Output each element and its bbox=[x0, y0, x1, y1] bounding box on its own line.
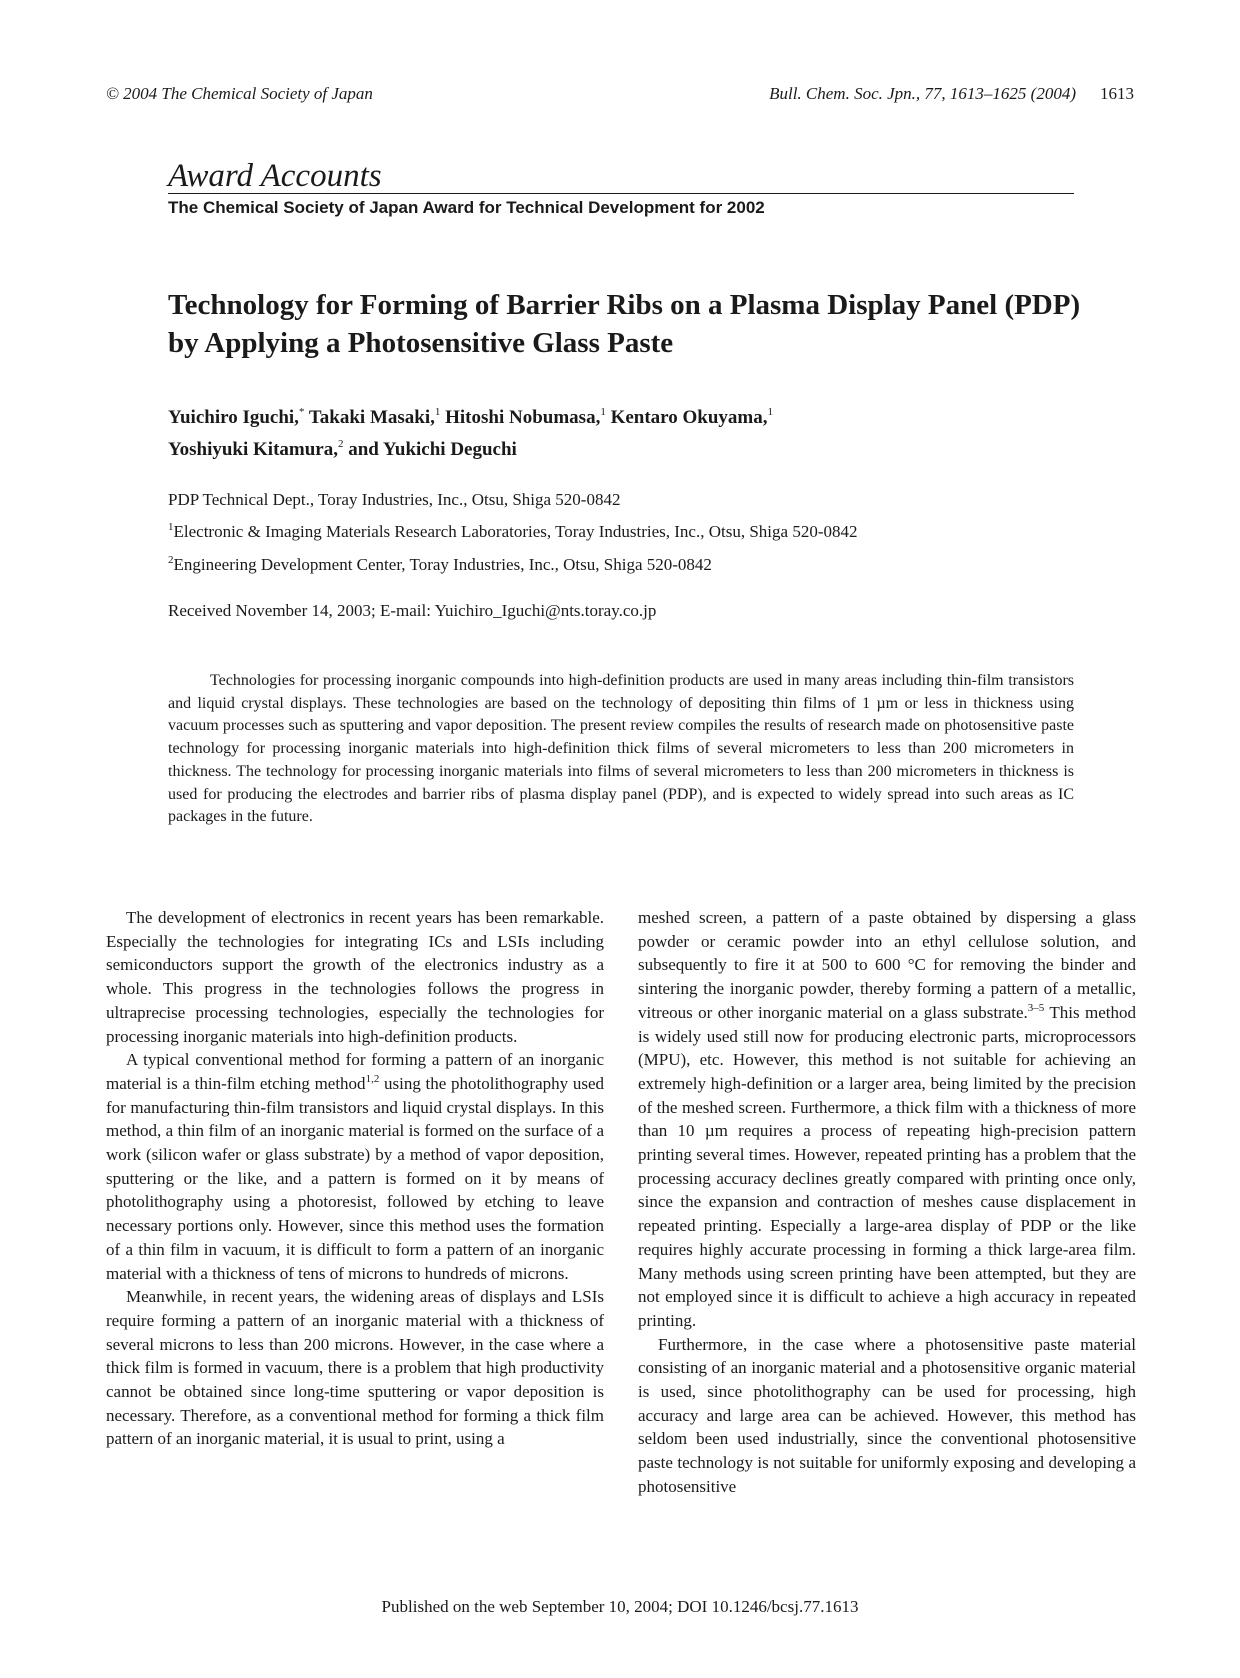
author: Hitoshi Nobumasa, bbox=[445, 407, 601, 428]
paragraph-text: A typical conventional method for forming a pattern of an inorganic material is a thin-film etching method bbox=[106, 1050, 604, 1093]
paragraph-text: This method is widely used still now for producing electronic parts, microprocessors (MPU), etc. However, this method is not suitable for achieving an extremely high-definition or a larger area, being limited by the precision of the meshed screen. Furthermore, a thick film with a thickness of more than 10 µm requires a process of repeating high-precision pattern printing several times. However, repeated printing has a problem that the processing accuracy declines greatly compared with printing once only, since the expansion and contraction of meshes cause displacement in repeated printing. Especially a large-area display of PDP or the like requires highly accurate processing in forming a thick large-area film. Many methods using screen printing have been attempted, but they are not employed since it is difficult to achieve a high accuracy in repeated printing. bbox=[638, 1002, 1136, 1330]
author: Yoshiyuki Kitamura, bbox=[168, 439, 338, 460]
author-mark: 1 bbox=[767, 406, 774, 418]
affiliation bbox=[168, 522, 857, 542]
body-paragraph bbox=[106, 1048, 604, 1285]
citation-ref: 3–5 bbox=[1027, 1001, 1045, 1014]
abstract: Technologies for processing inorganic compounds into high-definition products are used in many areas including thin-film transistors and liquid crystal displays. These technologies are based on the technology of depositing thin films of 1 µm or less in thickness using vacuum processes such as sputtering and vapor deposition. The present review compiles the results of research made on photosensitive paste technology for processing inorganic materials into high-definition thick films of several micrometers to less than 200 micrometers in thickness. The technology for processing inorganic materials into films of several micrometers to less than 200 micrometers in thickness is used for producing the electrodes and barrier ribs of plasma display panel (PDP), and is expected to widely spread into such areas as IC packages in the future. bbox=[168, 672, 1074, 826]
author: Kentaro Okuyama, bbox=[610, 407, 768, 428]
running-header-citation bbox=[769, 84, 1134, 104]
body-paragraph: Meanwhile, in recent years, the widening areas of displays and LSIs require forming a pattern of an inorganic material with a thickness of several microns to less than 200 microns. However, in the case where a thick film is formed in vacuum, there is a problem that high productivity cannot be obtained since long-time sputtering or vapor deposition is necessary. Therefore, as a conventional method for forming a thick film pattern of an inorganic material, it is usual to print, using a bbox=[106, 1287, 604, 1449]
author-list bbox=[168, 402, 1068, 466]
affiliation-mark: 2 bbox=[168, 554, 174, 566]
affiliation bbox=[168, 490, 620, 510]
author-mark: 1 bbox=[600, 406, 606, 418]
citation: Bull. Chem. Soc. Jpn., 77, 1613–1625 (2004) bbox=[769, 84, 1076, 103]
section-rule bbox=[168, 193, 1074, 194]
body-paragraph: Furthermore, in the case where a photosensitive paste material consisting of an inorganic material and a photosensitive organic material is used, since photolithography can be used for processing, high accuracy and large area can be achieved. However, this method has seldom been used industrially, since the conventional photosensitive paste technology is not suitable for uniformly exposing and developing a photosensitive bbox=[638, 1334, 1136, 1496]
author-mark: 2 bbox=[337, 438, 344, 450]
author-mark: * bbox=[298, 406, 305, 418]
affiliation bbox=[168, 555, 712, 575]
author: and Yukichi Deguchi bbox=[348, 439, 517, 460]
page-number: 1613 bbox=[1100, 84, 1134, 103]
citation-ref: 1,2 bbox=[365, 1072, 380, 1085]
body-paragraph: The development of electronics in recent years has been remarkable. Especially the technologies for integrating ICs and LSIs including semiconductors support the growth of the electronics industry as a whole. This progress in the technologies follows the progress in ultraprecise processing technologies, especially the technologies for processing inorganic materials into high-definition products. bbox=[106, 908, 604, 1046]
affiliation-text: PDP Technical Dept., Toray Industries, Inc., Otsu, Shiga 520-0842 bbox=[168, 490, 621, 509]
received-email: Received November 14, 2003; E-mail: Yuichiro_Iguchi@nts.toray.co.jp bbox=[168, 601, 657, 620]
affiliation-text: Electronic & Imaging Materials Research Laboratories, Toray Industries, Inc., Otsu, Shiga 520-0842 bbox=[173, 522, 858, 541]
section-label: Award Accounts bbox=[168, 158, 382, 194]
paragraph-text: meshed screen, a pattern of a paste obtained by dispersing a glass powder or ceramic powder into an ethyl cellulose solution, and subsequently to fire it at 500 to 600 °C for removing the binder and sintering the inorganic powder, thereby forming a pattern of a metallic, vitreous or other inorganic material on a glass substrate. bbox=[638, 908, 1136, 1022]
body-column-right bbox=[638, 906, 1136, 1499]
paragraph-text: using the photolithography used for manufacturing thin-film transistors and liquid crystal displays. In this method, a thin film of an inorganic material is formed on the surface of a work (silicon wafer or glass substrate) by a method of vapor deposition, sputtering or the like, and a pattern is formed on it by means of photolithography using a photoresist, followed by etching to leave necessary portions only. However, since this method uses the formation of a thin film in vacuum, it is difficult to form a pattern of an inorganic material with a thickness of tens of microns to hundreds of microns. bbox=[106, 1073, 604, 1283]
author: Yuichiro Iguchi, bbox=[168, 407, 299, 428]
author-mark: 1 bbox=[434, 406, 441, 418]
page-footer: Published on the web September 10, 2004; DOI 10.1246/bcsj.77.1613 bbox=[381, 1597, 859, 1616]
body-column-left bbox=[106, 906, 604, 1451]
article-title: Technology for Forming of Barrier Ribs on a Plasma Display Panel (PDP) by Applying a Photosensitive Glass Paste bbox=[168, 289, 1081, 359]
award-subtitle: The Chemical Society of Japan Award for Technical Development for 2002 bbox=[168, 198, 765, 217]
affiliation-text: Engineering Development Center, Toray Industries, Inc., Otsu, Shiga 520-0842 bbox=[173, 555, 712, 574]
body-paragraph bbox=[638, 906, 1136, 1333]
affiliation-mark: 1 bbox=[168, 521, 174, 533]
author: Takaki Masaki, bbox=[308, 407, 435, 428]
running-header-copyright: © 2004 The Chemical Society of Japan bbox=[106, 84, 373, 103]
